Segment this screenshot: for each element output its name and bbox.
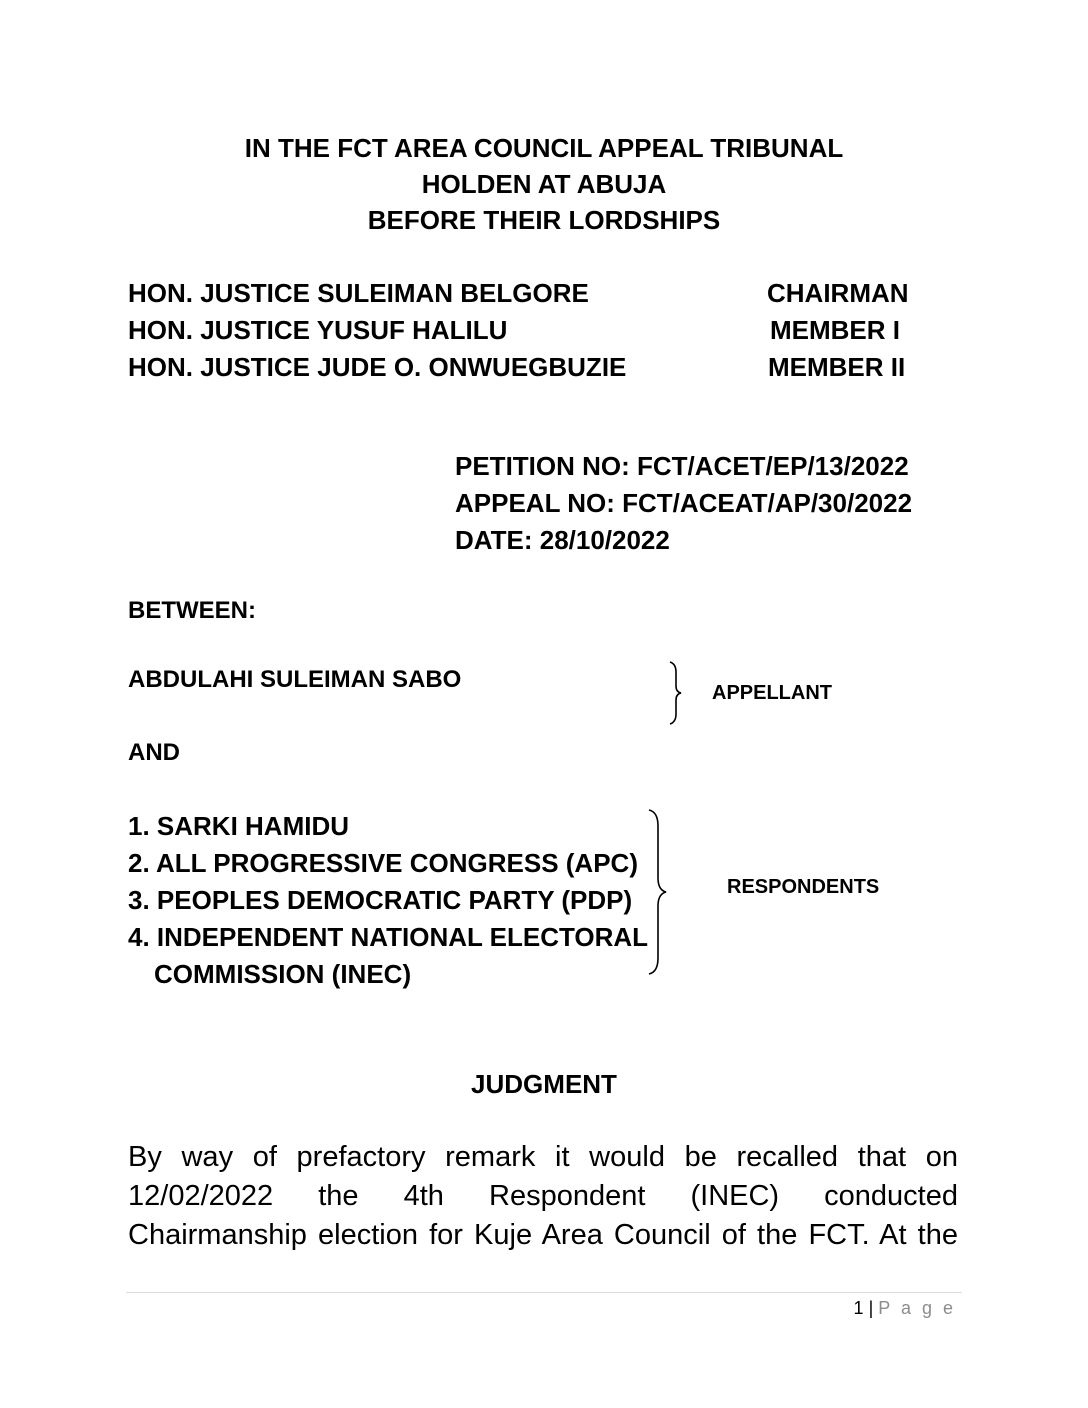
appellant-label: APPELLANT — [712, 682, 832, 704]
between-label: BETWEEN: — [128, 597, 256, 624]
respondents-brace — [644, 808, 670, 976]
bench-intro: BEFORE THEIR LORDSHIPS — [367, 205, 721, 235]
appellant-name: ABDULAHI SULEIMAN SABO — [128, 666, 462, 693]
respondent-item: 2. ALL PROGRESSIVE CONGRESS (APC) — [128, 848, 638, 878]
footer-divider — [126, 1292, 962, 1293]
page-footer — [854, 1298, 956, 1319]
page-word: P a g e — [878, 1298, 956, 1318]
judgment-body — [128, 1138, 958, 1255]
respondents-label: RESPONDENTS — [727, 876, 880, 898]
bench-member-name: HON. JUSTICE JUDE O. ONWUEGBUZIE — [128, 352, 627, 382]
body-line: By way of prefactory remark it would be recalled that on — [128, 1141, 958, 1173]
footer-separator: | — [868, 1298, 874, 1318]
body-line: 12/02/2022 the 4th Respondent (INEC) conducted — [128, 1180, 958, 1212]
bench-member-role: CHAIRMAN — [767, 278, 909, 308]
judgment-date: DATE: 28/10/2022 — [455, 525, 670, 555]
page-number: 1 — [853, 1298, 864, 1318]
bench-member-role: MEMBER I — [770, 315, 900, 345]
body-line: Chairmanship election for Kuje Area Council of the FCT. At the — [128, 1219, 958, 1251]
respondent-item: 3. PEOPLES DEMOCRATIC PARTY (PDP) — [128, 885, 633, 915]
appellant-brace — [664, 660, 684, 726]
petition-number: PETITION NO: FCT/ACET/EP/13/2022 — [455, 451, 909, 481]
bench-member-name: HON. JUSTICE SULEIMAN BELGORE — [128, 278, 589, 308]
and-label: AND — [128, 739, 180, 766]
appeal-number: APPEAL NO: FCT/ACEAT/AP/30/2022 — [455, 488, 913, 518]
judgment-title: JUDGMENT — [471, 1069, 617, 1099]
respondent-item: 4. INDEPENDENT NATIONAL ELECTORAL — [128, 922, 649, 952]
court-title: IN THE FCT AREA COUNCIL APPEAL TRIBUNAL — [244, 133, 844, 163]
respondent-item: 1. SARKI HAMIDU — [128, 811, 350, 841]
bench-member-name: HON. JUSTICE YUSUF HALILU — [128, 315, 508, 345]
bench-member-role: MEMBER II — [768, 352, 906, 382]
court-location: HOLDEN AT ABUJA — [421, 169, 667, 199]
respondent-item: COMMISSION (INEC) — [154, 959, 412, 989]
